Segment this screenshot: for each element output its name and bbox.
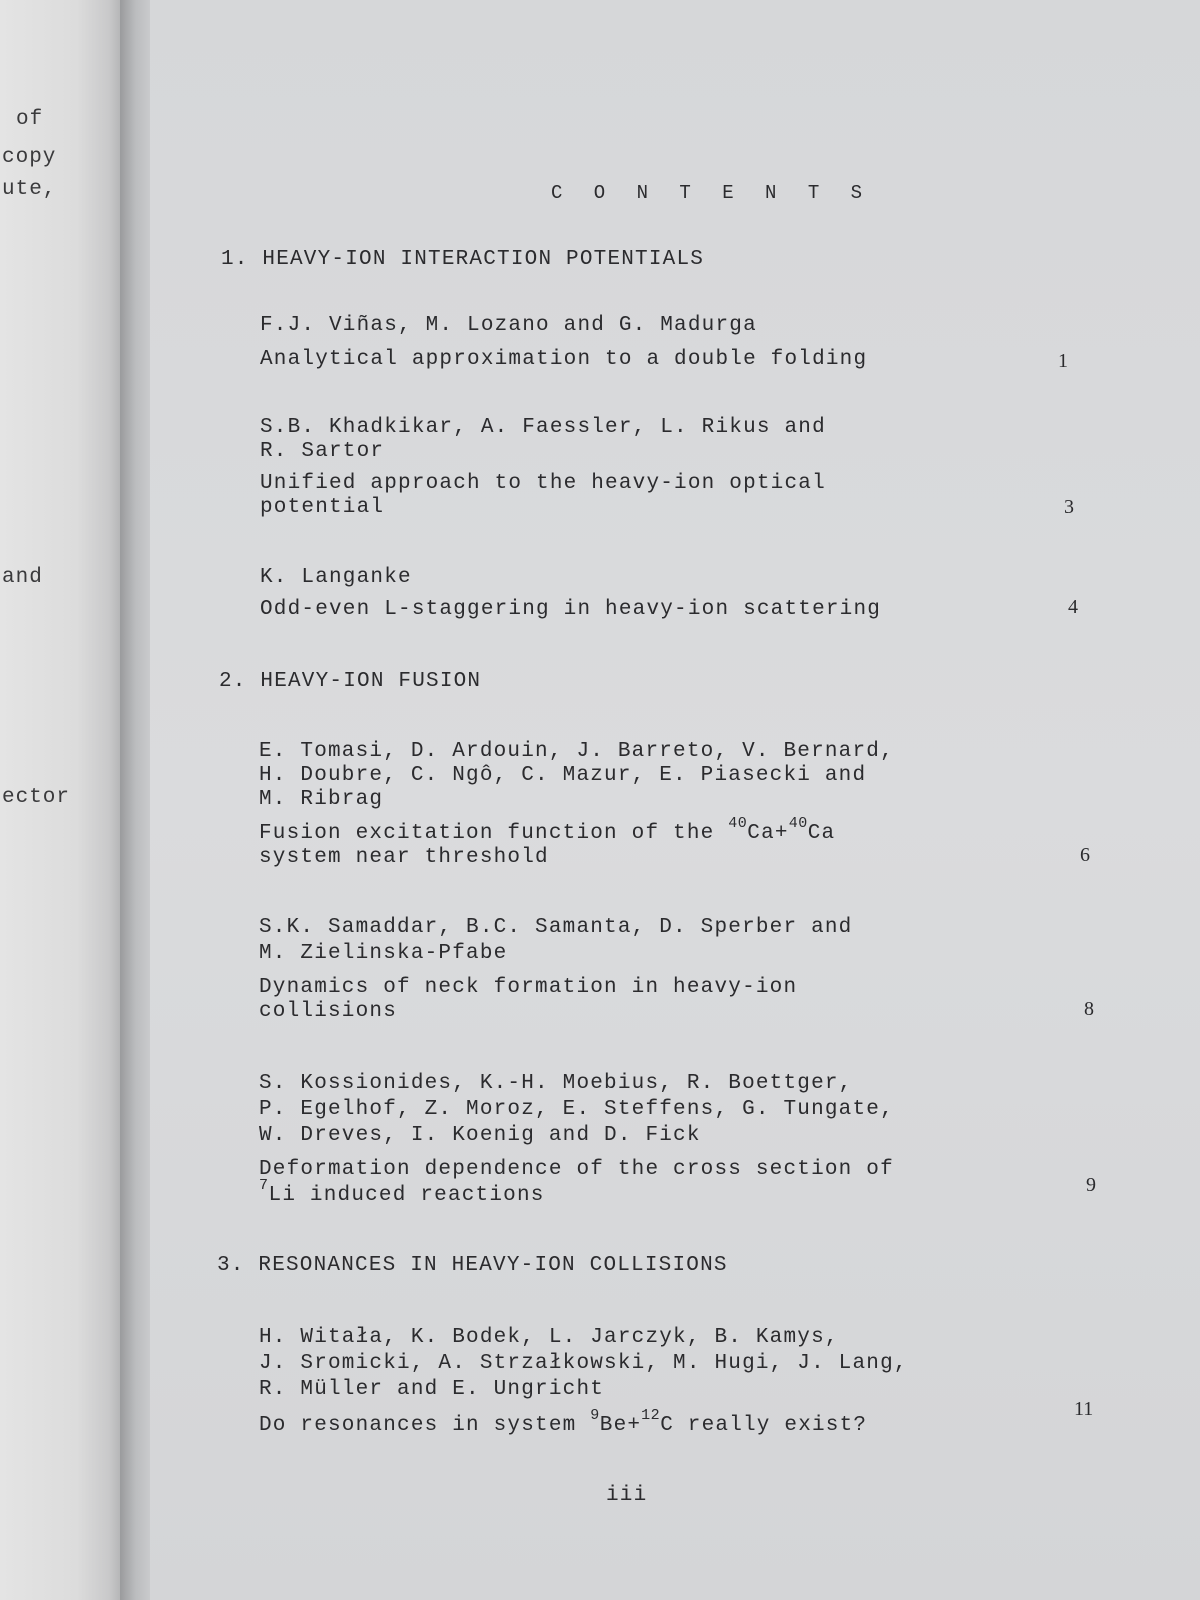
page-number: 9 [1086, 1174, 1096, 1196]
entry-authors: P. Egelhof, Z. Moroz, E. Steffens, G. Tungate, [259, 1098, 894, 1121]
entry-title [259, 815, 836, 845]
mass-number: 40 [728, 815, 748, 832]
entry-authors: J. Sromicki, A. Strzałkowski, M. Hugi, J. Lang, [259, 1352, 908, 1375]
entry-title: system near threshold [259, 846, 549, 869]
entry-authors: S.B. Khadkikar, A. Faessler, L. Rikus and [260, 416, 826, 439]
title-text: Ca+ [747, 822, 789, 845]
entry-title: Analytical approximation to a double folding [260, 348, 868, 371]
page-number: 1 [1058, 350, 1068, 372]
title-text: C really exist? [660, 1414, 868, 1437]
entry-authors: M. Ribrag [259, 788, 384, 811]
left-page-fragment: ute, [2, 178, 57, 201]
left-page-fragment: and [2, 566, 43, 589]
entry-authors: H. Witała, K. Bodek, L. Jarczyk, B. Kamys, [259, 1326, 839, 1349]
folio: iii [606, 1484, 648, 1507]
section-heading: 1. HEAVY-ION INTERACTION POTENTIALS [221, 248, 705, 271]
entry-authors: F.J. Viñas, M. Lozano and G. Madurga [260, 314, 757, 337]
entry-authors: R. Sartor [260, 440, 385, 463]
left-page-fragment: copy [2, 146, 57, 169]
mass-number: 7 [259, 1177, 269, 1194]
title-text: Fusion excitation function of the [259, 822, 729, 845]
left-page-fragment: ector [2, 786, 71, 809]
entry-title: Deformation dependence of the cross section of [259, 1158, 894, 1181]
page-number: 8 [1084, 998, 1094, 1020]
page-number: 6 [1080, 844, 1090, 866]
mass-number: 40 [788, 815, 808, 832]
entry-authors: W. Dreves, I. Koenig and D. Fick [259, 1124, 701, 1147]
page-number: 3 [1064, 496, 1074, 518]
entry-title: collisions [259, 1000, 398, 1023]
mass-number: 12 [641, 1407, 661, 1424]
entry-authors: R. Müller and E. Ungricht [259, 1378, 605, 1401]
mass-number: 9 [590, 1407, 600, 1424]
entry-title [259, 1407, 868, 1437]
page-number: 4 [1068, 596, 1078, 618]
title-text: Li induced reactions [268, 1184, 545, 1207]
page-title: C O N T E N T S [551, 182, 873, 204]
section-heading: 3. RESONANCES IN HEAVY-ION COLLISIONS [217, 1254, 728, 1277]
entry-authors: H. Doubre, C. Ngô, C. Mazur, E. Piasecki and [259, 764, 867, 787]
entry-title: Odd-even L-staggering in heavy-ion scattering [260, 598, 882, 621]
entry-authors: E. Tomasi, D. Ardouin, J. Barreto, V. Bernard, [259, 740, 894, 763]
entry-title: Unified approach to the heavy-ion optical [260, 472, 826, 495]
left-page-fragment: of [16, 108, 44, 131]
title-text: Be+ [599, 1414, 642, 1437]
entry-title: potential [260, 496, 385, 519]
entry-authors: S. Kossionides, K.-H. Moebius, R. Boettger, [259, 1072, 853, 1095]
title-text: Ca [807, 822, 836, 845]
section-heading: 2. HEAVY-ION FUSION [219, 670, 482, 693]
title-text: Do resonances in system [259, 1414, 591, 1437]
entry-authors: K. Langanke [260, 566, 412, 589]
entry-title: Dynamics of neck formation in heavy-ion [259, 976, 798, 999]
entry-authors: S.K. Samaddar, B.C. Samanta, D. Sperber and [259, 916, 853, 939]
entry-authors: M. Zielinska-Pfabe [259, 942, 508, 965]
page-number: 11 [1074, 1398, 1094, 1420]
left-page [0, 0, 128, 1600]
entry-title [259, 1177, 545, 1207]
